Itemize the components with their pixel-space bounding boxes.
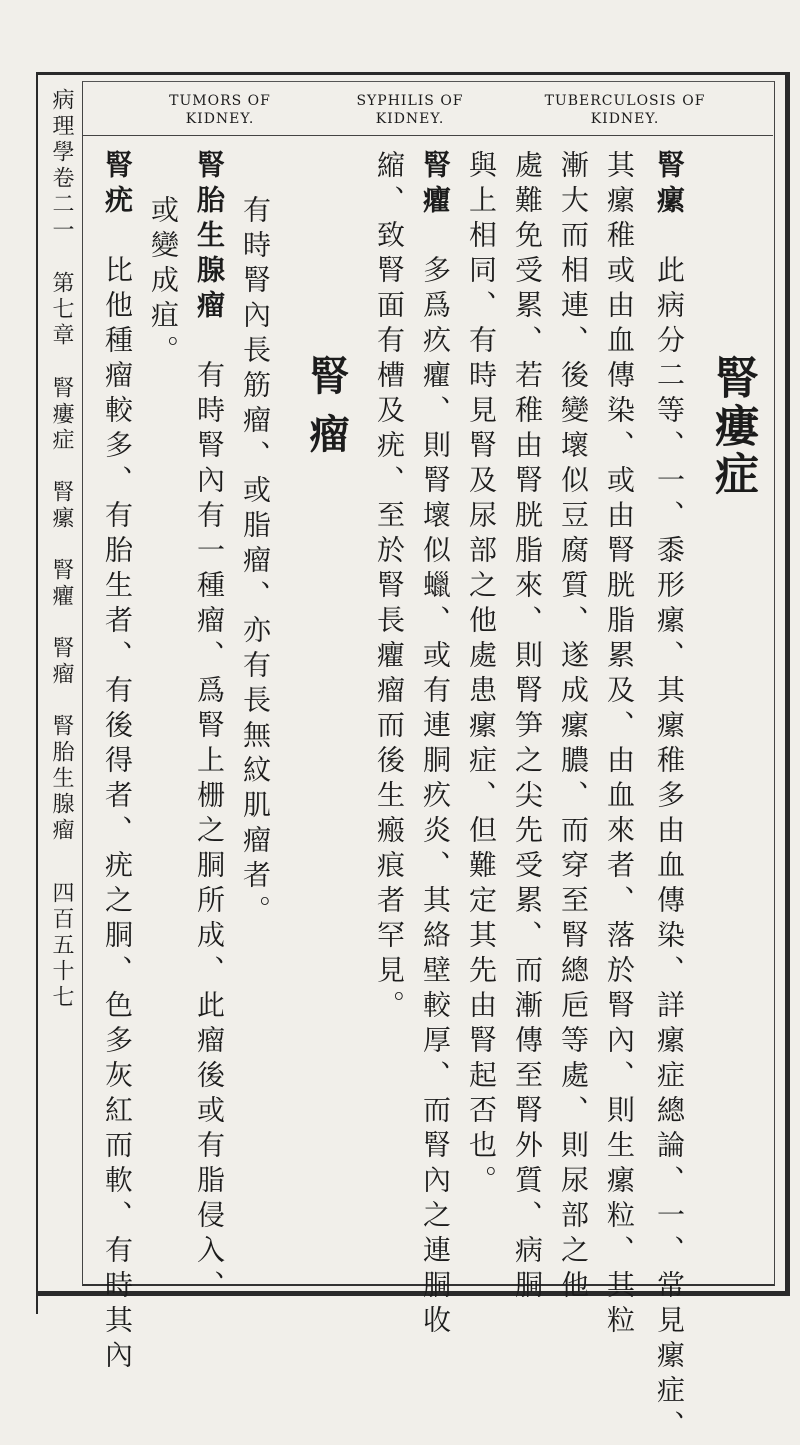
top-rule — [36, 72, 790, 75]
text-column: 腎癯 多爲疚癯、則腎壞似蠟、或有連胴疚炎、其絡壁較厚、而腎內之連胴收 — [419, 150, 452, 1340]
term-label: 腎癯 — [419, 150, 452, 220]
text-column: 腎胎生腺瘤 有時腎內有一種瘤、爲腎上栅之胴所成、此瘤後或有脂侵入、 — [193, 150, 226, 1305]
text-column: 腎瘰 此病分二等、一、黍形瘰、其瘰稚多由血傳染、詳瘰症總論、一、常見瘰症、 — [653, 150, 686, 1445]
header-tuberculosis: TUBERCULOSIS OF KIDNEY. — [544, 93, 706, 127]
running-head — [46, 88, 76, 1011]
chapter-label: 第七章 — [49, 271, 74, 349]
term-label: 腎疣 — [101, 150, 134, 220]
text-column: 漸大而相連、後變壞似豆腐質、遂成瘰膿、而穿至腎總巵等處、則尿部之他 — [557, 150, 590, 1305]
term-label: 腎瘰 — [653, 150, 686, 220]
text-column: 腎疣 比他種瘤較多、有胎生者、有後得者、疣之胴、色多灰紅而軟、有時其內 — [101, 150, 134, 1375]
chapter-topics: 腎瘻症 腎瘰 腎癯 腎瘤 腎胎生腺瘤 — [49, 376, 74, 844]
right-rule — [785, 72, 790, 1296]
subsection-title: 腎瘤 — [303, 355, 350, 471]
book-title: 病理學卷二一 — [49, 88, 74, 244]
text-column: 其瘰稚或由血傳染、或由腎胱脂累及、由血來者、落於腎內、則生瘰粒、其粒 — [603, 150, 636, 1340]
header-rule — [82, 135, 773, 136]
header-tumors: TUMORS OF KIDNEY. — [169, 93, 271, 127]
text-column: 縮、致腎面有槽及疣、至於腎長癯瘤而後生瘢痕者罕見。 — [373, 150, 406, 1025]
term-label: 腎胎生腺瘤 — [193, 150, 226, 325]
text-column: 或變成疽。 — [147, 195, 180, 370]
text-column: 與上相同、有時見腎及尿部之他處患瘰症、但難定其先由腎起否也。 — [465, 150, 498, 1200]
text-column: 有時腎內長筋瘤、或脂瘤、亦有長無紋肌瘤者。 — [239, 195, 272, 930]
text-column: 處難免受累、若稚由腎胱脂來、則腎笋之尖先受累、而漸傳至腎外質、病胴 — [511, 150, 544, 1305]
section-title: 腎瘻症 — [707, 355, 758, 499]
page-number: 四百五十七 — [49, 881, 74, 1011]
header-syphilis: SYPHILIS OF KIDNEY. — [356, 93, 464, 127]
